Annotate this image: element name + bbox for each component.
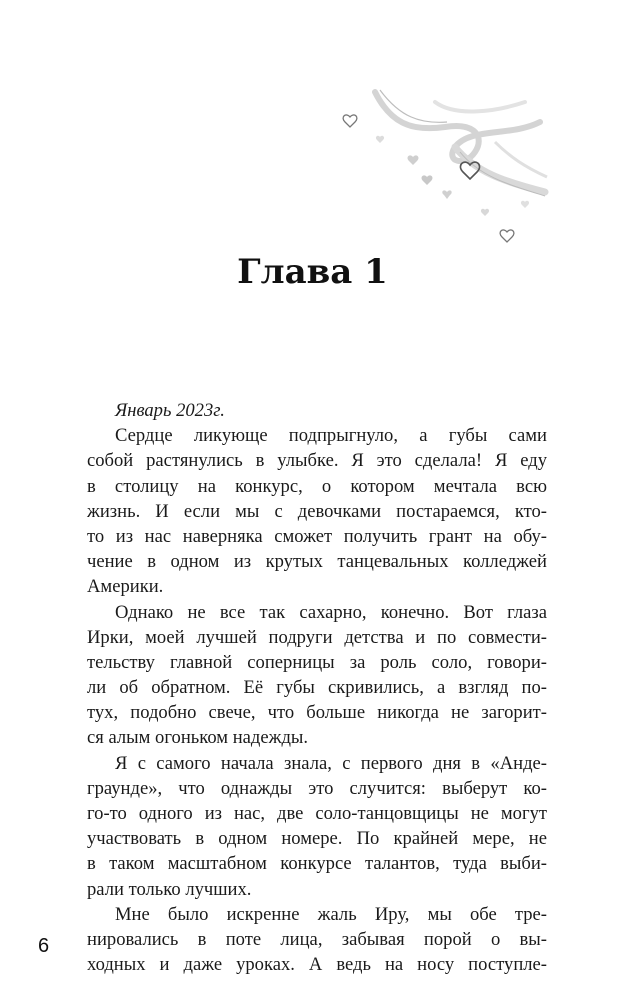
text-line: чение в одном из крутых танцевальных колледжей [87,551,547,573]
text-line: Ирки, моей лучшей подруги детства и по совмести- [87,626,547,648]
ribbon-hearts-icon [335,82,550,247]
text-line: тельству главной соперницы за роль соло, говори- [87,651,547,673]
text-line: Сердце ликующе подпрыгнуло, а губы сами [115,425,547,447]
text-line: тух, подобно свече, что больше никогда не загорит- [87,702,547,724]
text-line: нировались в поте лица, забывая порой о вы- [87,928,547,950]
text-line: Америки. [87,576,164,598]
text-line: то из нас наверняка сможет получить грант на обу- [87,525,547,547]
page-number: 6 [38,935,50,957]
text-line: ходных и даже уроках. А ведь на носу поступле- [87,954,547,976]
text-line: го-то одного из нас, две соло-танцовщицы не могут [87,803,547,824]
chapter-body [87,398,547,977]
text-line: в столицу на конкурс, о котором мечтала всю [87,475,547,497]
text-line: ся алым огоньком надежды. [87,727,309,749]
text-line: Я с самого начала знала, с первого дня в «Анде- [115,752,547,774]
chapter-title: Глава 1 [237,252,388,292]
text-line: граунде», что однажды это случится: выберут ко- [87,777,547,799]
text-line: участвовать в одном номере. По крайней мере, не [87,828,547,850]
text-line: рали только лучших. [87,878,252,900]
text-line: собой растянулись в улыбке. Я это сделала! Я еду [87,450,547,472]
date-line: Январь 2023г. [115,400,225,421]
text-line: Мне было искренне жаль Иру, мы обе тре- [115,903,547,925]
text-line: жизнь. И если мы с девочками постараемся, кто- [87,500,547,522]
text-line: Однако не все так сахарно, конечно. Вот глаза [115,601,547,623]
text-line: ли об обратном. Её губы скривились, а взгляд по- [87,677,547,699]
text-line: в таком масштабном конкурсе талантов, туда выби- [87,853,547,875]
